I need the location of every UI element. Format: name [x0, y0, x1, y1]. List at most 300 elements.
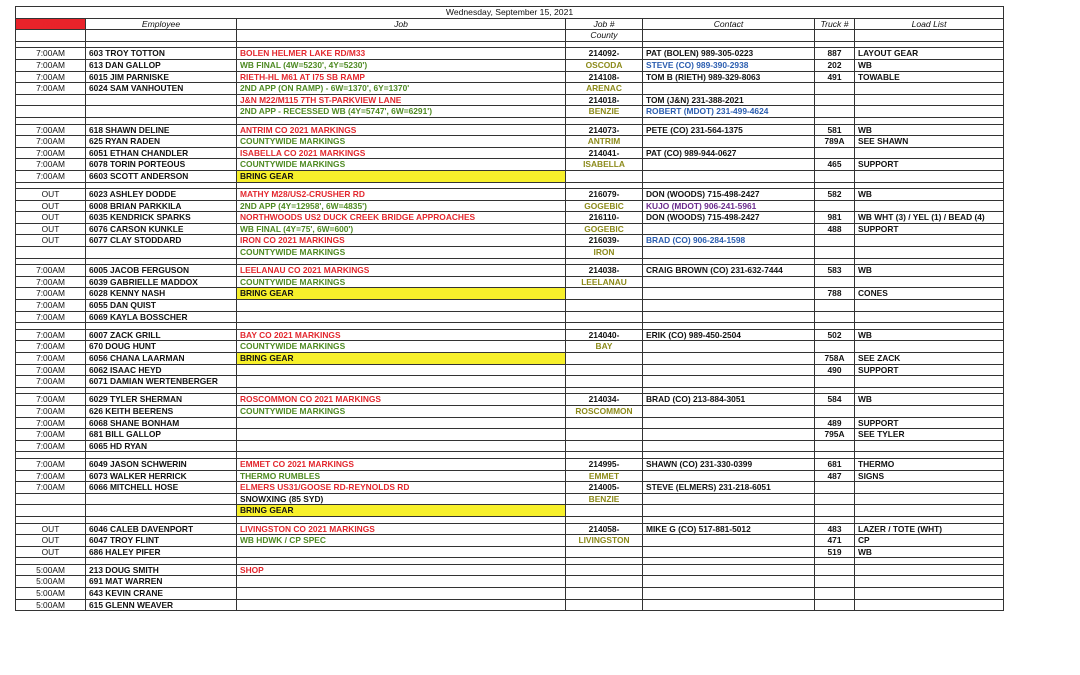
job-cell	[237, 440, 566, 452]
table-row	[16, 482, 1004, 494]
employee-cell: 626 KEITH BEERENS	[86, 405, 237, 417]
time-cell: 7:00AM	[16, 405, 86, 417]
job-cell: BRING GEAR	[237, 288, 566, 300]
table-row	[16, 353, 1004, 365]
truck-cell: 583	[815, 265, 855, 277]
job-number-cell	[566, 311, 643, 323]
job-number-cell	[566, 588, 643, 600]
contact-cell	[643, 417, 815, 429]
spacer-cell	[16, 387, 86, 394]
job-cell: BOLEN HELMER LAKE RD/M33	[237, 48, 566, 60]
contact-cell: TOM B (RIETH) 989-329-8063	[643, 71, 815, 83]
time-cell: 7:00AM	[16, 440, 86, 452]
employee-cell: 6023 ASHLEY DODDE	[86, 189, 237, 201]
spacer-cell	[815, 258, 855, 265]
contact-cell	[643, 599, 815, 611]
employee-cell: 6069 KAYLA BOSSCHER	[86, 311, 237, 323]
employee-cell: 643 KEVIN CRANE	[86, 588, 237, 600]
time-cell	[16, 505, 86, 517]
spacer-cell	[86, 323, 237, 330]
spacer-row	[16, 41, 1004, 48]
load-list-cell	[855, 83, 1004, 95]
header-blank	[16, 30, 86, 42]
job-cell: SNOWXING (85 SYD)	[237, 493, 566, 505]
job-number-cell: 216039-	[566, 235, 643, 247]
job-number-cell	[566, 353, 643, 365]
contact-cell: DON (WOODS) 715-498-2427	[643, 212, 815, 224]
spacer-cell	[86, 387, 237, 394]
job-cell: BRING GEAR	[237, 505, 566, 517]
truck-cell	[815, 170, 855, 182]
load-list-cell	[855, 94, 1004, 106]
time-cell: 7:00AM	[16, 394, 86, 406]
job-cell: 2ND APP (4Y=12958', 6W=4835')	[237, 200, 566, 212]
load-list-cell: TOWABLE	[855, 71, 1004, 83]
spacer-cell	[237, 387, 566, 394]
time-cell: 7:00AM	[16, 288, 86, 300]
truck-cell: 582	[815, 189, 855, 201]
spacer-cell	[237, 41, 566, 48]
job-cell: THERMO RUMBLES	[237, 470, 566, 482]
spacer-cell	[86, 516, 237, 523]
spacer-cell	[855, 117, 1004, 124]
job-number-cell	[566, 440, 643, 452]
load-list-cell: CONES	[855, 288, 1004, 300]
truck-cell: 584	[815, 394, 855, 406]
time-cell: 7:00AM	[16, 83, 86, 95]
table-row	[16, 376, 1004, 388]
spacer-cell	[855, 182, 1004, 189]
job-cell	[237, 364, 566, 376]
job-number-cell: 214038-	[566, 265, 643, 277]
load-list-cell	[855, 440, 1004, 452]
job-cell: BAY CO 2021 MARKINGS	[237, 329, 566, 341]
time-cell: 7:00AM	[16, 364, 86, 376]
employee-cell: 6051 ETHAN CHANDLER	[86, 147, 237, 159]
spacer-row	[16, 558, 1004, 565]
load-list-cell	[855, 576, 1004, 588]
spacer-cell	[566, 452, 643, 459]
spacer-cell	[855, 387, 1004, 394]
employee-cell: 625 RYAN RADEN	[86, 136, 237, 148]
spacer-cell	[237, 117, 566, 124]
table-row	[16, 124, 1004, 136]
contact-cell: SHAWN (CO) 231-330-0399	[643, 458, 815, 470]
employee-cell	[86, 505, 237, 517]
job-cell: COUNTYWIDE MARKINGS	[237, 159, 566, 171]
contact-cell	[643, 288, 815, 300]
job-cell	[237, 376, 566, 388]
job-cell: ELMERS US31/GOOSE RD-REYNOLDS RD	[237, 482, 566, 494]
job-cell: COUNTYWIDE MARKINGS	[237, 276, 566, 288]
title-row	[16, 7, 1004, 19]
table-row	[16, 48, 1004, 60]
load-list-cell: LAZER / TOTE (WHT)	[855, 523, 1004, 535]
job-number-cell: BAY	[566, 341, 643, 353]
truck-cell: 490	[815, 364, 855, 376]
job-cell: 2ND APP (ON RAMP) - 6W=1370', 6Y=1370'	[237, 83, 566, 95]
contact-cell	[643, 405, 815, 417]
job-number-cell: OSCODA	[566, 59, 643, 71]
time-cell: 7:00AM	[16, 482, 86, 494]
job-cell: ANTRIM CO 2021 MARKINGS	[237, 124, 566, 136]
job-cell: COUNTYWIDE MARKINGS	[237, 341, 566, 353]
truck-cell: 465	[815, 159, 855, 171]
contact-cell: DON (WOODS) 715-498-2427	[643, 189, 815, 201]
table-row	[16, 223, 1004, 235]
job-number-cell	[566, 576, 643, 588]
job-cell: BRING GEAR	[237, 170, 566, 182]
spacer-cell	[566, 516, 643, 523]
job-cell: COUNTYWIDE MARKINGS	[237, 136, 566, 148]
header-blank	[237, 30, 566, 42]
load-list-cell: WB	[855, 546, 1004, 558]
header-blank	[855, 30, 1004, 42]
job-number-cell: 214041-	[566, 147, 643, 159]
time-cell	[16, 106, 86, 118]
spacer-cell	[855, 41, 1004, 48]
job-cell	[237, 599, 566, 611]
table-row	[16, 212, 1004, 224]
employee-cell: 6015 JIM PARNISKE	[86, 71, 237, 83]
contact-cell: PAT (BOLEN) 989-305-0223	[643, 48, 815, 60]
job-cell: BRING GEAR	[237, 353, 566, 365]
table-row	[16, 599, 1004, 611]
employee-cell: 6077 CLAY STODDARD	[86, 235, 237, 247]
job-cell	[237, 588, 566, 600]
contact-cell: CRAIG BROWN (CO) 231-632-7444	[643, 265, 815, 277]
contact-cell: ERIK (CO) 989-450-2504	[643, 329, 815, 341]
job-number-cell: ARENAC	[566, 83, 643, 95]
truck-cell: 789A	[815, 136, 855, 148]
job-number-cell: 214005-	[566, 482, 643, 494]
truck-cell	[815, 106, 855, 118]
load-list-cell: WB WHT (3) / YEL (1) / BEAD (4)	[855, 212, 1004, 224]
spacer-cell	[855, 323, 1004, 330]
load-list-cell	[855, 311, 1004, 323]
spacer-cell	[237, 258, 566, 265]
employee-cell: 6056 CHANA LAARMAN	[86, 353, 237, 365]
table-row	[16, 159, 1004, 171]
employee-cell: 6007 ZACK GRILL	[86, 329, 237, 341]
truck-cell: 488	[815, 223, 855, 235]
table-row	[16, 458, 1004, 470]
table-row	[16, 523, 1004, 535]
table-row	[16, 83, 1004, 95]
employee-cell: 691 MAT WARREN	[86, 576, 237, 588]
employee-cell: 603 TROY TOTTON	[86, 48, 237, 60]
spacer-cell	[643, 387, 815, 394]
time-cell: 7:00AM	[16, 136, 86, 148]
spacer-cell	[643, 41, 815, 48]
spacer-cell	[855, 516, 1004, 523]
job-cell: ISABELLA CO 2021 MARKINGS	[237, 147, 566, 159]
contact-cell: MIKE G (CO) 517-881-5012	[643, 523, 815, 535]
load-list-cell	[855, 599, 1004, 611]
time-cell: 7:00AM	[16, 159, 86, 171]
time-cell: 7:00AM	[16, 353, 86, 365]
job-cell: MATHY M28/US2-CRUSHER RD	[237, 189, 566, 201]
truck-cell: 795A	[815, 429, 855, 441]
spacer-cell	[16, 41, 86, 48]
load-list-cell	[855, 235, 1004, 247]
truck-column-header: Truck #	[815, 18, 855, 30]
employee-cell: 613 DAN GALLOP	[86, 59, 237, 71]
contact-cell	[643, 223, 815, 235]
load-list-cell	[855, 405, 1004, 417]
load-list-cell: CP	[855, 535, 1004, 547]
job-number-cell: ISABELLA	[566, 159, 643, 171]
truck-cell	[815, 505, 855, 517]
contact-column-header: Contact	[643, 18, 815, 30]
time-cell	[16, 247, 86, 259]
time-cell: 7:00AM	[16, 147, 86, 159]
employee-column-header: Employee	[86, 18, 237, 30]
contact-cell: PAT (CO) 989-944-0627	[643, 147, 815, 159]
time-cell: OUT	[16, 212, 86, 224]
job-cell: SHOP	[237, 564, 566, 576]
job-cell	[237, 417, 566, 429]
time-cell: 7:00AM	[16, 124, 86, 136]
table-row	[16, 564, 1004, 576]
employee-cell: 6076 CARSON KUNKLE	[86, 223, 237, 235]
job-column-header: Job	[237, 18, 566, 30]
job-number-cell	[566, 417, 643, 429]
spacer-cell	[815, 558, 855, 565]
employee-cell: 6047 TROY FLINT	[86, 535, 237, 547]
page-title: Wednesday, September 15, 2021	[16, 7, 1004, 19]
spacer-cell	[16, 323, 86, 330]
job-cell: EMMET CO 2021 MARKINGS	[237, 458, 566, 470]
contact-cell: STEVE (ELMERS) 231-218-6051	[643, 482, 815, 494]
table-row	[16, 265, 1004, 277]
truck-cell: 483	[815, 523, 855, 535]
load-list-cell	[855, 376, 1004, 388]
table-row	[16, 394, 1004, 406]
employee-cell: 6055 DAN QUIST	[86, 300, 237, 312]
truck-cell: 487	[815, 470, 855, 482]
employee-cell: 6039 GABRIELLE MADDOX	[86, 276, 237, 288]
table-row	[16, 189, 1004, 201]
spacer-cell	[855, 258, 1004, 265]
spacer-cell	[86, 558, 237, 565]
truck-cell	[815, 482, 855, 494]
job-number-cell	[566, 546, 643, 558]
employee-cell: 681 BILL GALLOP	[86, 429, 237, 441]
job-cell: RIETH-HL M61 AT I75 SB RAMP	[237, 71, 566, 83]
spacer-row	[16, 258, 1004, 265]
spacer-cell	[237, 182, 566, 189]
time-cell: 7:00AM	[16, 170, 86, 182]
truck-cell: 502	[815, 329, 855, 341]
employee-cell: 6066 MITCHELL HOSE	[86, 482, 237, 494]
job-cell: WB FINAL (4Y=75', 6W=600')	[237, 223, 566, 235]
truck-cell	[815, 235, 855, 247]
load-list-cell	[855, 170, 1004, 182]
job-number-cell: 214058-	[566, 523, 643, 535]
spacer-cell	[566, 387, 643, 394]
spacer-cell	[86, 258, 237, 265]
job-number-cell: 214108-	[566, 71, 643, 83]
employee-cell: 6049 JASON SCHWERIN	[86, 458, 237, 470]
contact-cell	[643, 364, 815, 376]
spacer-cell	[855, 558, 1004, 565]
contact-cell	[643, 311, 815, 323]
spacer-cell	[16, 558, 86, 565]
spacer-cell	[643, 516, 815, 523]
table-row	[16, 106, 1004, 118]
table-row	[16, 493, 1004, 505]
employee-cell	[86, 106, 237, 118]
table-row	[16, 276, 1004, 288]
spacer-cell	[237, 452, 566, 459]
time-cell: OUT	[16, 189, 86, 201]
spacer-cell	[566, 182, 643, 189]
truck-cell	[815, 588, 855, 600]
contact-cell: KUJO (MDOT) 906-241-5961	[643, 200, 815, 212]
spacer-cell	[815, 323, 855, 330]
time-cell: OUT	[16, 200, 86, 212]
job-number-cell: 214018-	[566, 94, 643, 106]
load-list-cell: SUPPORT	[855, 223, 1004, 235]
header-row	[16, 18, 1004, 30]
job-number-cell: GOGEBIC	[566, 200, 643, 212]
employee-cell: 6029 TYLER SHERMAN	[86, 394, 237, 406]
spacer-row	[16, 323, 1004, 330]
spacer-cell	[566, 41, 643, 48]
schedule-table	[15, 6, 1004, 611]
job-cell: COUNTYWIDE MARKINGS	[237, 247, 566, 259]
job-cell: IRON CO 2021 MARKINGS	[237, 235, 566, 247]
time-cell: OUT	[16, 523, 86, 535]
truck-cell: 581	[815, 124, 855, 136]
time-cell: OUT	[16, 223, 86, 235]
table-row	[16, 470, 1004, 482]
load-list-cell	[855, 106, 1004, 118]
spacer-cell	[643, 323, 815, 330]
spacer-cell	[643, 452, 815, 459]
employee-cell: 6068 SHANE BONHAM	[86, 417, 237, 429]
load-list-cell	[855, 276, 1004, 288]
job-number-cell	[566, 599, 643, 611]
employee-cell: 6024 SAM VANHOUTEN	[86, 83, 237, 95]
job-number-cell	[566, 170, 643, 182]
contact-cell: TOM (J&N) 231-388-2021	[643, 94, 815, 106]
employee-cell	[86, 94, 237, 106]
truck-cell: 202	[815, 59, 855, 71]
employee-cell: 686 HALEY PIFER	[86, 546, 237, 558]
load-list-cell: SEE ZACK	[855, 353, 1004, 365]
contact-cell	[643, 159, 815, 171]
load-list-cell	[855, 505, 1004, 517]
job-number-column-header: Job #	[566, 18, 643, 30]
job-number-cell: BENZIE	[566, 106, 643, 118]
spacer-cell	[86, 452, 237, 459]
time-cell: 7:00AM	[16, 429, 86, 441]
load-list-cell: WB	[855, 59, 1004, 71]
spacer-cell	[815, 516, 855, 523]
load-list-cell	[855, 200, 1004, 212]
contact-cell	[643, 546, 815, 558]
spacer-cell	[237, 558, 566, 565]
time-cell: 7:00AM	[16, 59, 86, 71]
contact-cell	[643, 535, 815, 547]
table-row	[16, 505, 1004, 517]
spacer-cell	[566, 258, 643, 265]
table-row	[16, 546, 1004, 558]
employee-cell: 6078 TORIN PORTEOUS	[86, 159, 237, 171]
county-column-header: County	[566, 30, 643, 42]
table-row	[16, 364, 1004, 376]
table-row	[16, 329, 1004, 341]
contact-cell	[643, 276, 815, 288]
employee-cell: 6028 KENNY NASH	[86, 288, 237, 300]
employee-cell: 670 DOUG HUNT	[86, 341, 237, 353]
load-list-cell: SEE TYLER	[855, 429, 1004, 441]
spacer-row	[16, 182, 1004, 189]
table-row	[16, 300, 1004, 312]
job-number-cell: EMMET	[566, 470, 643, 482]
contact-cell: PETE (CO) 231-564-1375	[643, 124, 815, 136]
table-row	[16, 288, 1004, 300]
table-row	[16, 247, 1004, 259]
contact-cell	[643, 493, 815, 505]
employee-cell: 6603 SCOTT ANDERSON	[86, 170, 237, 182]
job-cell: J&N M22/M115 7TH ST-PARKVIEW LANE	[237, 94, 566, 106]
time-cell: 7:00AM	[16, 341, 86, 353]
spacer-cell	[815, 41, 855, 48]
spacer-cell	[643, 117, 815, 124]
job-cell	[237, 429, 566, 441]
table-row	[16, 147, 1004, 159]
load-list-cell: WB	[855, 394, 1004, 406]
load-list-cell: WB	[855, 265, 1004, 277]
spacer-row	[16, 387, 1004, 394]
employee-cell: 6071 DAMIAN WERTENBERGER	[86, 376, 237, 388]
spacer-cell	[815, 117, 855, 124]
time-cell: 7:00AM	[16, 417, 86, 429]
table-row	[16, 535, 1004, 547]
job-number-cell: 214995-	[566, 458, 643, 470]
truck-cell: 681	[815, 458, 855, 470]
contact-cell	[643, 470, 815, 482]
truck-cell	[815, 276, 855, 288]
job-cell: ROSCOMMON CO 2021 MARKINGS	[237, 394, 566, 406]
load-list-cell: SUPPORT	[855, 159, 1004, 171]
contact-cell	[643, 170, 815, 182]
table-row	[16, 405, 1004, 417]
spacer-cell	[643, 258, 815, 265]
employee-cell	[86, 247, 237, 259]
truck-cell	[815, 493, 855, 505]
job-cell: LEELANAU CO 2021 MARKINGS	[237, 265, 566, 277]
employee-cell: 213 DOUG SMITH	[86, 564, 237, 576]
time-cell: 7:00AM	[16, 276, 86, 288]
job-number-cell: ROSCOMMON	[566, 405, 643, 417]
truck-cell: 758A	[815, 353, 855, 365]
time-cell: 5:00AM	[16, 576, 86, 588]
job-number-cell	[566, 288, 643, 300]
contact-cell	[643, 505, 815, 517]
table-row	[16, 576, 1004, 588]
table-row	[16, 136, 1004, 148]
header-blank	[815, 30, 855, 42]
time-cell: OUT	[16, 535, 86, 547]
job-number-cell: LEELANAU	[566, 276, 643, 288]
employee-cell: 6035 KENDRICK SPARKS	[86, 212, 237, 224]
header-blank	[86, 30, 237, 42]
table-row	[16, 170, 1004, 182]
